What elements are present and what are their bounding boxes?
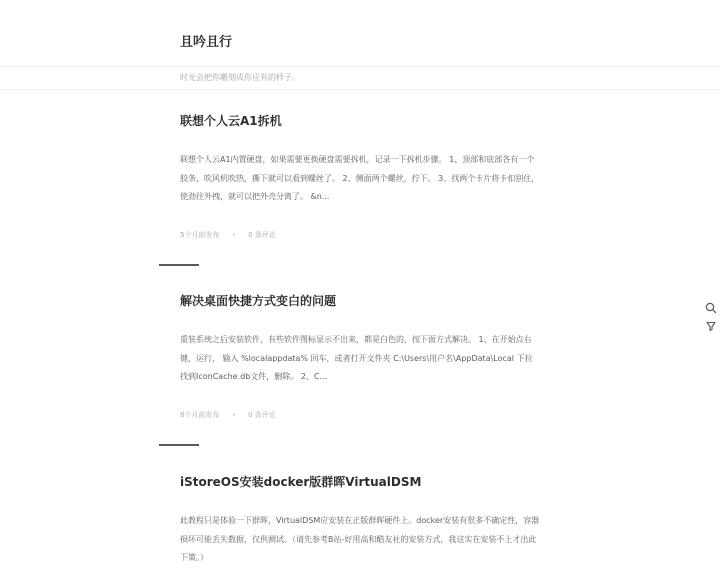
post-title[interactable]: iStoreOS安装docker版群晖VirtualDSM (180, 475, 422, 489)
search-icon[interactable] (704, 300, 718, 314)
post-comments[interactable]: 0 条评论 (248, 230, 276, 239)
post-divider (159, 264, 199, 266)
site-header (0, 0, 720, 67)
post-item (180, 113, 540, 240)
post-meta (180, 230, 540, 240)
post-excerpt: 此教程只是体验一下群晖，VirtualDSM应安装在正版群晖硬件上。docker安装有很多不确定性，容器损坏可能丢失数据，仅供测试。（请先参考B站-好用高和酷友社的安装方式，我这实在安装不上才出此下策。） (180, 516, 540, 562)
meta-separator: • (231, 230, 236, 239)
site-title[interactable]: 且吟且行 (180, 35, 233, 50)
post-excerpt: 重装系统之后安装软件，有些软件图标显示不出来，都是白色的，按下面方式解决。 1、在开始点右键，运行， 输入 %localappdata% 回车，或者打开文件夹 C:\Users\用户名\AppData\Local 下拉找到IconCache.db文件，删除。 2、C... (180, 335, 533, 381)
post-divider (159, 444, 199, 446)
tagline-bar (0, 67, 720, 90)
post-meta (180, 410, 540, 420)
post-date: 5个月前发布 (180, 230, 220, 239)
filter-icon[interactable] (704, 318, 718, 332)
post-item (180, 293, 540, 420)
site-tagline: 时光会把你雕刻成你应有的样子。 (180, 73, 300, 82)
post-excerpt: 联想个人云A1内置硬盘，如果需要更换硬盘需要拆机，记录一下拆机步骤。 1、顶部和底部各有一个胶条，吹风机吹热，撕下就可以看到螺丝了。 2、侧面两个螺丝，拧下。 3、找两个卡片将卡扣别住，使劲往外拽，就可以把外壳分离了。 &n... (180, 155, 540, 201)
side-toolbar (704, 300, 718, 336)
post-comments[interactable]: 0 条评论 (248, 410, 276, 419)
post-item (180, 474, 540, 568)
meta-separator: • (231, 410, 236, 419)
post-title[interactable]: 联想个人云A1拆机 (180, 114, 282, 128)
post-date: 8个月前发布 (180, 410, 220, 419)
post-title[interactable]: 解决桌面快捷方式变白的问题 (180, 294, 337, 308)
